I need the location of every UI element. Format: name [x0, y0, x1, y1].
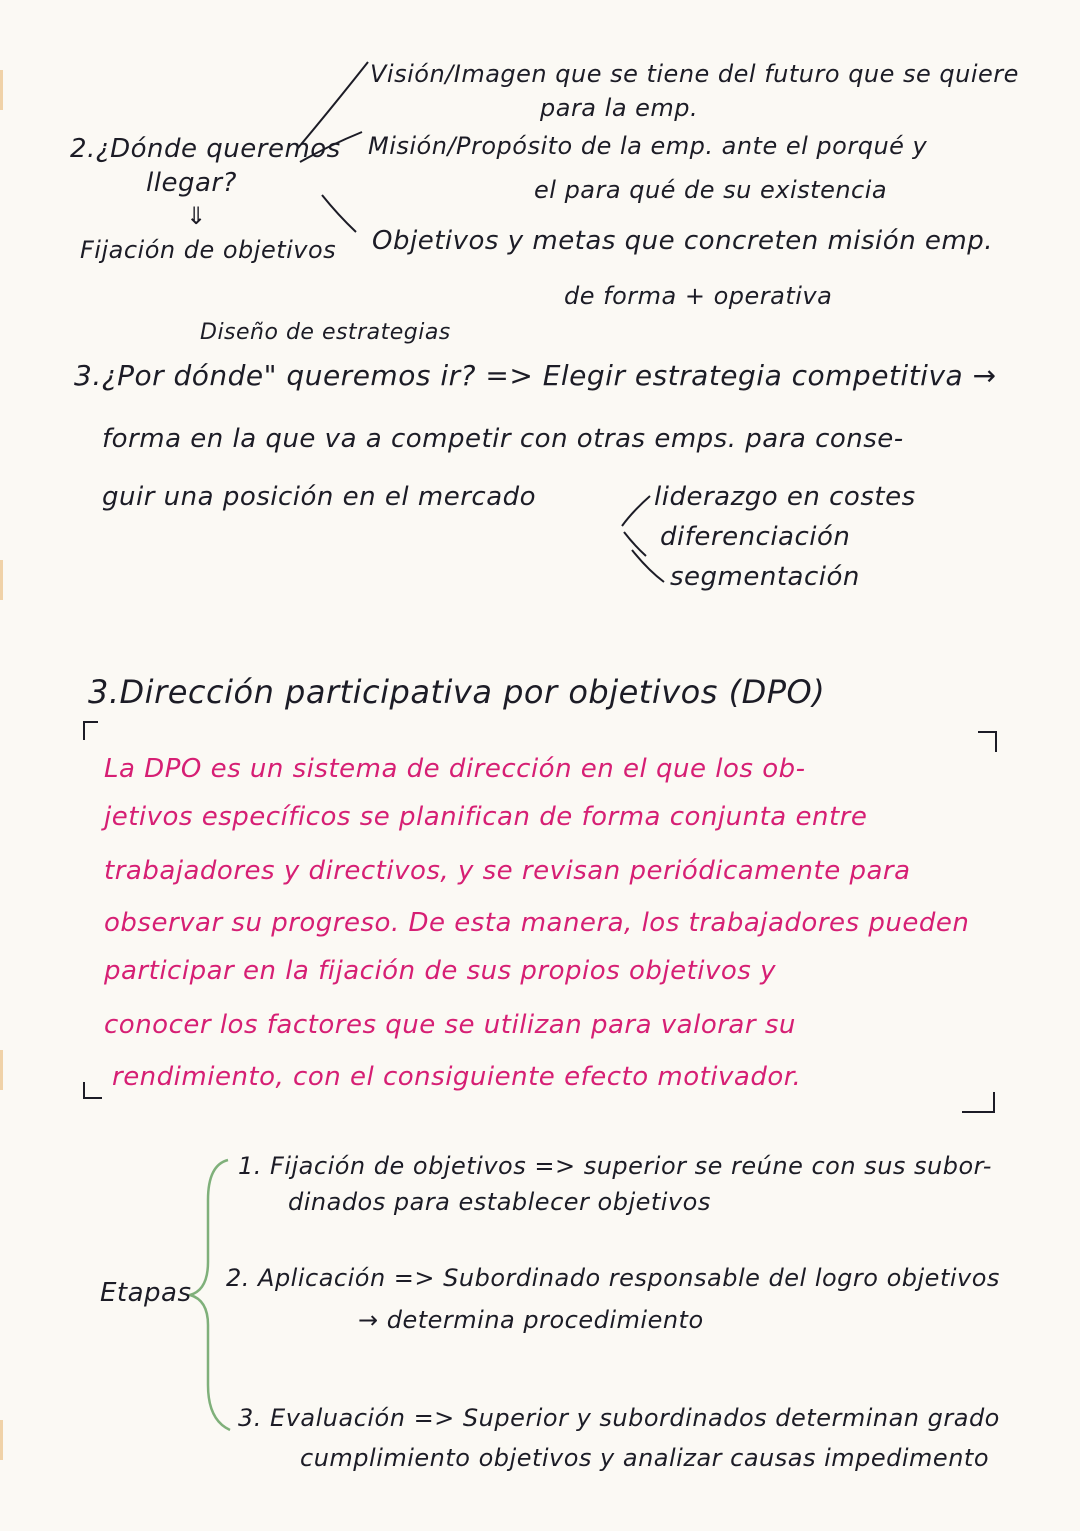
corner-bracket-bottom-left — [84, 1082, 102, 1098]
corner-bracket-top-right — [978, 732, 996, 752]
corner-bracket-top-left — [84, 722, 98, 740]
dpo-paragraph-line: trabajadores y directivos, y se revisan periódicamente para — [104, 856, 911, 886]
branch-objetivos-line1: Objetivos y metas que concreten misión emp. — [372, 226, 994, 256]
section2-question-line2: llegar? — [146, 168, 237, 198]
option-line-3 — [632, 550, 664, 582]
dpo-paragraph-line: La DPO es un sistema de dirección en el que los ob- — [104, 754, 806, 784]
option-segmentacion: segmentación — [670, 562, 860, 592]
section3-text-line1: forma en la que va a competir con otras emps. para conse- — [102, 424, 904, 454]
etapas-brace — [190, 1160, 230, 1430]
branch-vision-line1: Visión/Imagen que se tiene del futuro que se quiere — [370, 60, 1019, 88]
branch-vision-line2: para la emp. — [540, 94, 699, 122]
section3-question: 3.¿Por dónde" queremos ir? => Elegir estrategia competitiva → — [74, 359, 997, 392]
section3-text-line2: guir una posición en el mercado — [102, 482, 537, 512]
etapa2-line1: 2. Aplicación => Subordinado responsable del logro objetivos — [226, 1264, 1000, 1292]
section2-question-line1: 2.¿Dónde queremos — [70, 134, 341, 164]
option-liderazgo: liderazgo en costes — [654, 482, 916, 512]
corner-bracket-bottom-right — [962, 1092, 994, 1112]
etapas-label: Etapas — [100, 1278, 192, 1308]
dpo-paragraph-line: jetivos específicos se planifican de forma conjunta entre — [104, 802, 868, 832]
dpo-paragraph-line: observar su progreso. De esta manera, los trabajadores pueden — [104, 908, 970, 938]
etapa3-line2: cumplimiento objetivos y analizar causas impedimento — [300, 1444, 989, 1472]
branch-line-objetivos — [322, 195, 356, 232]
dpo-title: 3.Dirección participativa por objetivos (DPO) — [88, 673, 826, 711]
branch-mision-line1: Misión/Propósito de la emp. ante el porqué y — [368, 132, 928, 160]
dpo-paragraph-line: conocer los factores que se utilizan para valorar su — [104, 1010, 796, 1040]
etapa1-line2: dinados para establecer objetivos — [288, 1188, 711, 1216]
dpo-paragraph-line: participar en la fijación de sus propios objetivos y — [104, 956, 777, 986]
option-diferenciacion: diferenciación — [660, 522, 851, 552]
section3-pre-label: Diseño de estrategias — [200, 320, 451, 345]
down-arrow-icon: ⇓ — [186, 202, 207, 230]
dpo-paragraph-line: rendimiento, con el consiguiente efecto motivador. — [112, 1062, 802, 1092]
etapa3-line1: 3. Evaluación => Superior y subordinados determinan grado — [238, 1404, 1000, 1432]
option-line-1 — [622, 496, 650, 526]
branch-mision-line2: el para qué de su existencia — [534, 176, 888, 204]
branch-objetivos-line2: de forma + operativa — [564, 282, 833, 310]
etapa2-line2: → determina procedimiento — [358, 1306, 704, 1334]
etapa1-line1: 1. Fijación de objetivos => superior se reúne con sus subor- — [238, 1152, 992, 1180]
section2-result: Fijación de objetivos — [80, 236, 337, 264]
